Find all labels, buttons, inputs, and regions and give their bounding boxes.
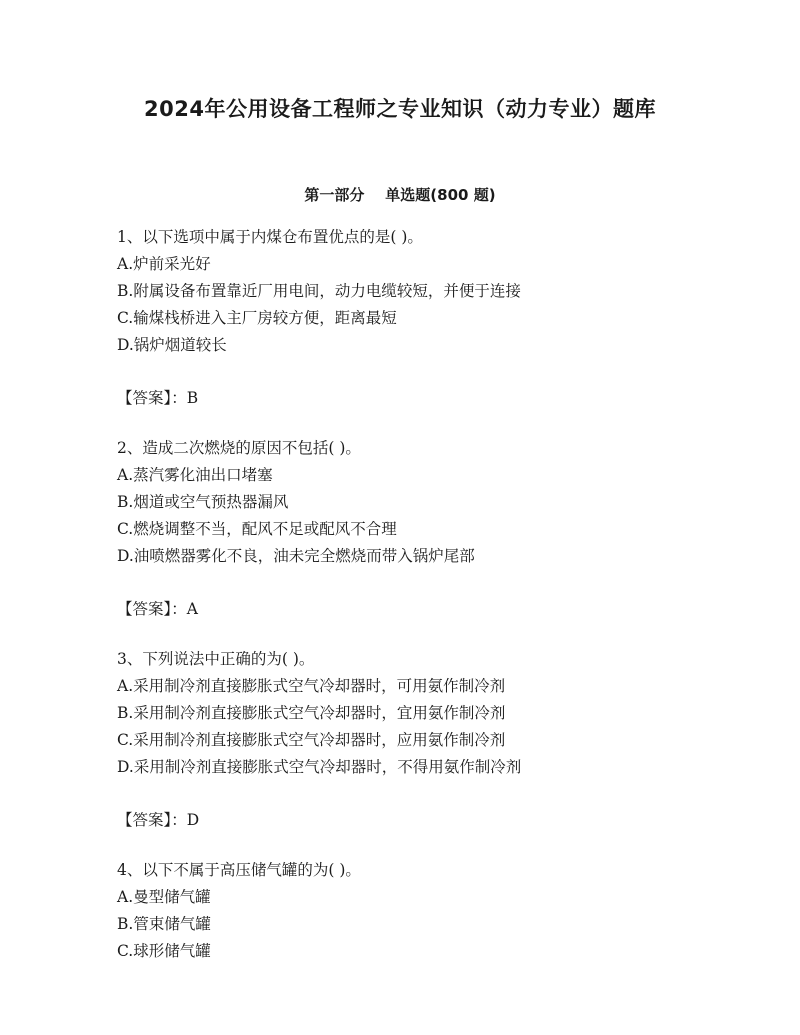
option-a: A.采用制冷剂直接膨胀式空气冷却器时，可用氨作制冷剂 <box>117 677 506 695</box>
option-c: C.输煤栈桥进入主厂房较方便，距离最短 <box>117 309 397 327</box>
question-3 <box>117 646 757 834</box>
section-heading: 第一部分 单选题(800 题) <box>304 186 496 204</box>
option-d: D.油喷燃器雾化不良，油未完全燃烧而带入锅炉尾部 <box>117 547 475 565</box>
option-a: A.炉前采光好 <box>117 255 211 273</box>
document-title: 2024年公用设备工程师之专业知识（动力专业）题库 <box>144 97 656 121</box>
option-b: B.采用制冷剂直接膨胀式空气冷却器时，宜用氨作制冷剂 <box>117 704 506 722</box>
question-2 <box>117 435 757 623</box>
question-stem: 1、以下选项中属于内煤仓布置优点的是( )。 <box>117 228 423 246</box>
option-b: B.管束储气罐 <box>117 915 211 933</box>
question-list <box>117 224 757 965</box>
question-stem: 3、下列说法中正确的为( )。 <box>117 650 315 668</box>
question-stem: 2、造成二次燃烧的原因不包括( )。 <box>117 439 361 457</box>
option-c: C.采用制冷剂直接膨胀式空气冷却器时，应用氨作制冷剂 <box>117 731 506 749</box>
option-c: C.球形储气罐 <box>117 942 211 960</box>
option-c: C.燃烧调整不当，配风不足或配风不合理 <box>117 520 397 538</box>
answer-label: 【答案】：B <box>117 389 199 407</box>
option-d: D.采用制冷剂直接膨胀式空气冷却器时，不得用氨作制冷剂 <box>117 758 522 776</box>
option-b: B.附属设备布置靠近厂用电间，动力电缆较短，并便于连接 <box>117 282 521 300</box>
question-1 <box>117 224 757 412</box>
answer-label: 【答案】：A <box>117 600 198 618</box>
answer-label: 【答案】：D <box>117 811 200 829</box>
option-a: A.曼型储气罐 <box>117 888 211 906</box>
question-stem: 4、以下不属于高压储气罐的为( )。 <box>117 861 361 879</box>
question-4 <box>117 857 757 965</box>
option-a: A.蒸汽雾化油出口堵塞 <box>117 466 273 484</box>
option-d: D.锅炉烟道较长 <box>117 336 227 354</box>
option-b: B.烟道或空气预热器漏风 <box>117 493 289 511</box>
